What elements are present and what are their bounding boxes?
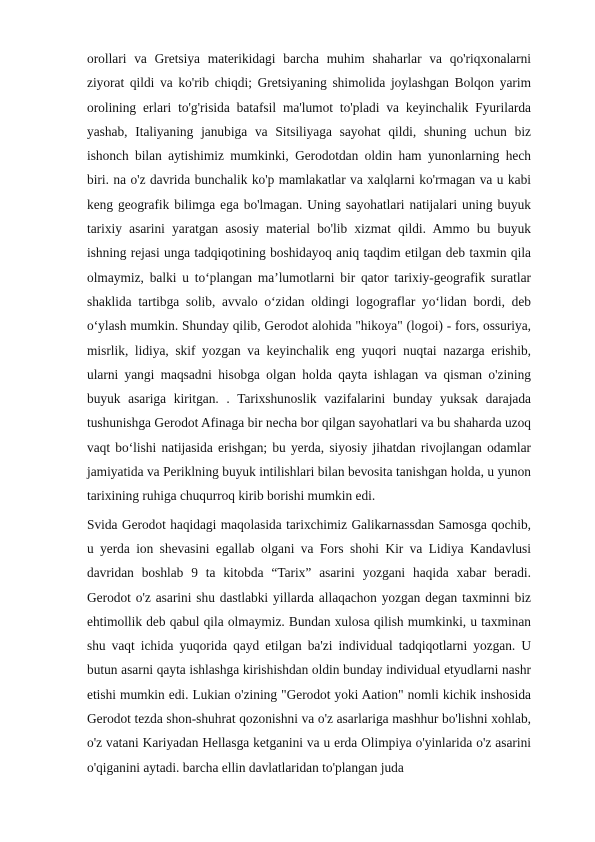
paragraph-1: orollari va Gretsiya materikidagi barcha muhim shaharlar va qo'riqxonalarni ziyorat qildi va ko'rib chiqdi; Gretsiyaning shimolida joylashgan Bolqon yarim orolining erlari to'g'risida batafsil ma'lumot to'pladi va keyinchalik Fyurilarda yashab, Italiyaning janubiga va Sitsiliyaga sayohat qildi, shuning uchun biz ishonch bilan aytishimiz mumkinki, Gerodotdan oldin ham yunonlarning hech biri. na o'z davrida bunchalik ko'p mamlakatlar va xalqlarni ko'rmagan va u kabi keng geografik bilimga ega bo'lmagan. Uning sayohatlari natijalari uning buyuk tarixiy asarini yaratgan asosiy material bo'lib xizmat qildi. Ammo bu buyuk ishning rejasi unga tadqiqotining boshidayoq aniq taqdim etilgan deb taxmin qila olmaymiz, balki u to‘plangan ma’lumotlarni bir qator tarixiy-geografik suratlar shaklida tartibga solib, avvalo o‘zidan oldingi logograflar yo‘lidan bordi, deb o‘ylash mumkin. Shunday qilib, Gerodot alohida "hikoya" (logoi) - fors, ossuriya, misrlik, lidiya, skif yozgan va keyinchalik eng yuqori nuqtai nazarga erishib, ularni yangi maqsadni hisobga olgan holda qayta ishlagan va qisman o'zining buyuk asariga kiritgan. . Tarixshunoslik vazifalarini bunday yuksak darajada tushunishga Gerodot Afinaga bir necha bor qilgan sayohatlari va bu shaharda uzoq vaqt bo‘lishi natijasida erishgan; bu yerda, siyosiy jihatdan rivojlangan odamlar jamiyatida va Periklning buyuk intilishlari bilan bevosita tanishgan holda, u yunon tarixining ruhiga chuqurroq kirib borishi mumkin edi.: [87, 51, 531, 504]
paragraph-2: Svida Gerodot haqidagi maqolasida tarixchimiz Galikarnassdan Samosga qochib, u yerda ion shevasini egallab olgani va Fors shohi Kir va Lidiya Kandavlusi davridan boshlab 9 ta kitobda “Tarix” asarini yozgani haqida xabar beradi. Gerodot o'z asarini shu dastlabki yillarda allaqachon yozgan degan taxminni biz ehtimollik deb qabul qila olmaymiz. Bundan xulosa qilish mumkinki, u taxminan shu vaqt ichida yuqorida qayd etilgan ba'zi individual tadqiqotlarni yozgan. U butun asarni qayta ishlashga kirishishdan oldin bunday individual etyudlarni nashr etishi mumkin edi. Lukian o'zining "Gerodot yoki Aation" nomli kichik inshosida Gerodot tezda shon-shuhrat qozonishni va o'z asarlariga mashhur bo'lishni xohlab, o'z vatani Kariyadan Hellasga ketganini va u erda Olimpiya o'yinlarida o'z asarini o'qiganini aytadi. barcha ellin davlatlaridan to'plangan juda: [87, 516, 531, 775]
document-page: [87, 47, 531, 780]
